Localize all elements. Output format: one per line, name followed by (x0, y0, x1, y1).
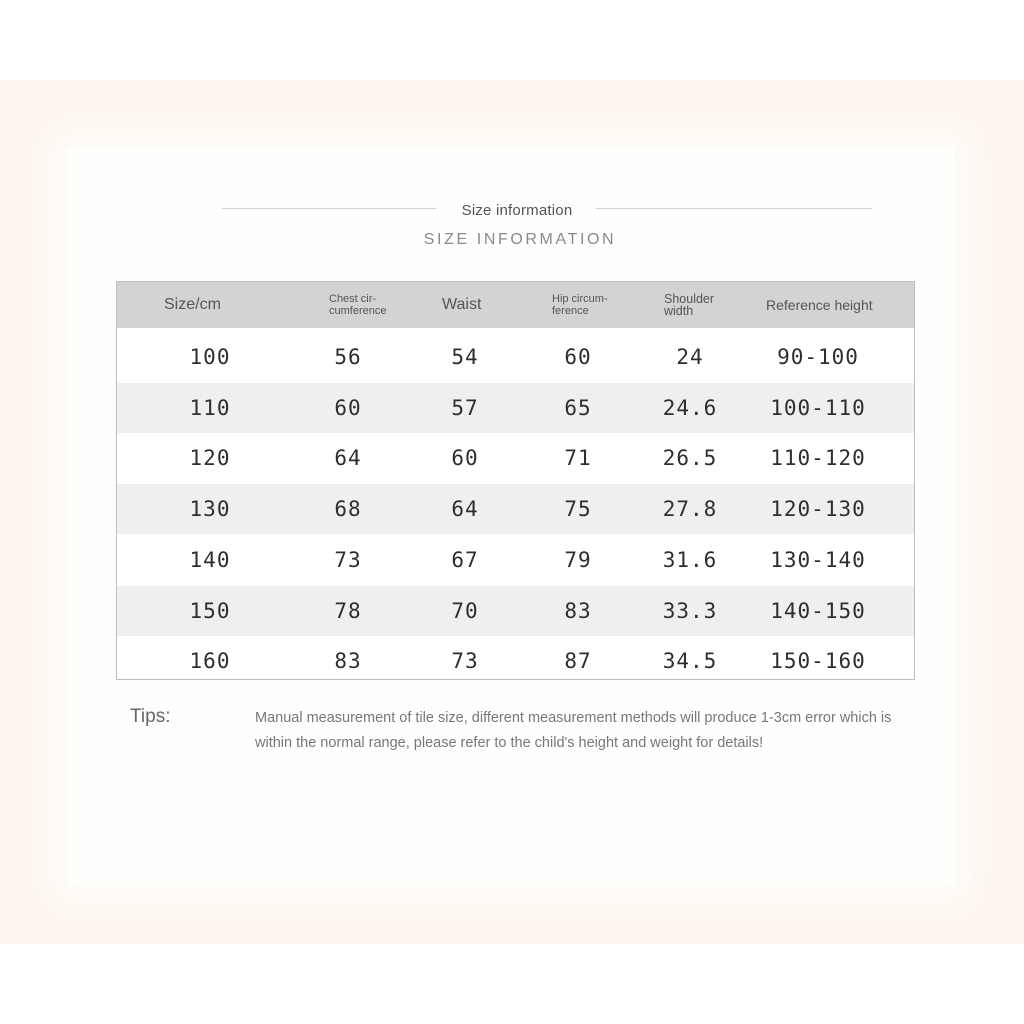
cell-waist: 70 (451, 598, 479, 623)
page-subtitle: SIZE INFORMATION (423, 231, 617, 248)
cell-shoulder: 27.8 (662, 497, 718, 522)
cell-hip: 79 (564, 547, 592, 572)
cell-size: 150 (189, 598, 231, 623)
cell-shoulder: 34.5 (662, 649, 718, 674)
cell-waist: 54 (451, 345, 479, 369)
table-row (117, 636, 914, 686)
table-row (117, 484, 914, 534)
cell-chest: 78 (334, 598, 362, 623)
cell-size: 140 (189, 547, 231, 572)
cell-chest: 64 (334, 446, 362, 471)
cell-shoulder: 24 (676, 345, 704, 369)
cell-reference-height: 140-150 (770, 598, 866, 623)
cell-reference-height: 120-130 (770, 497, 866, 522)
cell-waist: 64 (451, 497, 479, 522)
cell-waist: 67 (451, 547, 479, 572)
column-header-reference-height: Reference height (766, 297, 873, 313)
table-header (117, 282, 914, 328)
cell-chest: 56 (334, 345, 362, 369)
table-row (117, 535, 914, 585)
cell-hip: 71 (564, 446, 592, 471)
table-row (117, 433, 914, 483)
cell-reference-height: 130-140 (770, 547, 866, 572)
cell-size: 120 (189, 446, 231, 471)
column-header-size: Size/cm (164, 296, 221, 313)
column-header-hip: Hip circum- ference (552, 293, 608, 317)
cell-reference-height: 150-160 (770, 649, 866, 674)
cell-reference-height: 90-100 (777, 345, 859, 369)
cell-hip: 65 (564, 395, 592, 420)
cell-waist: 73 (451, 649, 479, 674)
cell-size: 160 (189, 649, 231, 674)
cell-shoulder: 31.6 (662, 547, 718, 572)
cell-shoulder: 24.6 (662, 395, 718, 420)
page-title: Size information (461, 202, 573, 219)
column-header-waist: Waist (442, 296, 482, 313)
cell-hip: 83 (564, 598, 592, 623)
cell-reference-height: 100-110 (770, 395, 866, 420)
table-row (117, 383, 914, 433)
cell-chest: 83 (334, 649, 362, 674)
cell-waist: 57 (451, 395, 479, 420)
cell-hip: 75 (564, 497, 592, 522)
cell-chest: 68 (334, 497, 362, 522)
cell-hip: 60 (564, 345, 592, 369)
cell-shoulder: 26.5 (662, 446, 718, 471)
table-row (117, 586, 914, 636)
cell-shoulder: 33.3 (662, 598, 718, 623)
cell-size: 100 (189, 345, 231, 369)
tips-label: Tips: (130, 706, 171, 727)
cell-size: 130 (189, 497, 231, 522)
cell-size: 110 (189, 395, 231, 420)
table-row (117, 332, 914, 382)
tips-text: Manual measurement of tile size, different measurement methods will produce 1-3cm error which is within the normal range, please refer to the child's height and weight for details! (255, 710, 892, 751)
cell-chest: 73 (334, 547, 362, 572)
column-header-shoulder: Shoulder width (664, 292, 715, 318)
cell-waist: 60 (451, 446, 479, 471)
size-table (116, 281, 915, 680)
cell-hip: 87 (564, 649, 592, 674)
column-header-chest: Chest cir- cumference (329, 293, 387, 317)
cell-chest: 60 (334, 395, 362, 420)
cell-reference-height: 110-120 (770, 446, 866, 471)
